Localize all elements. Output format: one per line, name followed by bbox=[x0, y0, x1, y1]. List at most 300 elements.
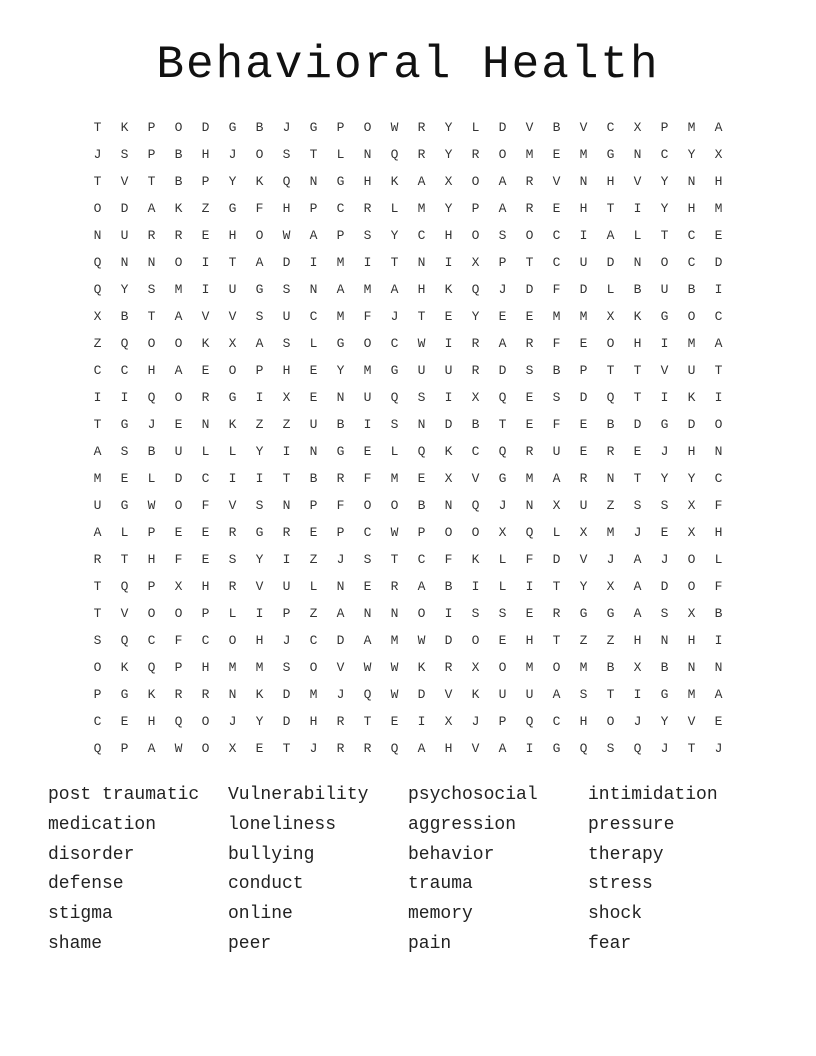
grid-letter: F bbox=[201, 498, 210, 513]
word-list-item: behavior bbox=[408, 844, 495, 865]
grid-letter: A bbox=[174, 363, 183, 378]
grid-letter: R bbox=[336, 471, 345, 486]
grid-letter: I bbox=[282, 552, 291, 567]
grid-letter: H bbox=[444, 741, 453, 756]
grid-letter: L bbox=[498, 579, 507, 594]
grid-letter: N bbox=[120, 255, 129, 270]
grid-letter: X bbox=[606, 309, 615, 324]
grid-letter: C bbox=[606, 120, 615, 135]
grid-letter: H bbox=[363, 174, 372, 189]
grid-letter: H bbox=[714, 525, 723, 540]
grid-letter: T bbox=[120, 552, 129, 567]
grid-letter: A bbox=[606, 228, 615, 243]
grid-letter: V bbox=[255, 579, 264, 594]
grid-letter: H bbox=[282, 363, 291, 378]
grid-letter: O bbox=[471, 633, 480, 648]
grid-letter: K bbox=[228, 417, 237, 432]
grid-letter: E bbox=[309, 525, 318, 540]
grid-letter: S bbox=[363, 552, 372, 567]
grid-letter: U bbox=[174, 444, 183, 459]
grid-letter: T bbox=[282, 471, 291, 486]
grid-letter: R bbox=[93, 552, 102, 567]
grid-letter: M bbox=[255, 660, 264, 675]
grid-letter: V bbox=[471, 471, 480, 486]
grid-letter: O bbox=[93, 660, 102, 675]
grid-letter: R bbox=[363, 201, 372, 216]
grid-letter: W bbox=[390, 660, 399, 675]
grid-letter: F bbox=[363, 471, 372, 486]
grid-letter: Q bbox=[120, 633, 129, 648]
grid-letter: Y bbox=[687, 147, 696, 162]
grid-letter: G bbox=[228, 201, 237, 216]
grid-letter: T bbox=[93, 120, 102, 135]
grid-letter: A bbox=[498, 174, 507, 189]
grid-letter: B bbox=[336, 417, 345, 432]
grid-letter: A bbox=[714, 336, 723, 351]
grid-letter: B bbox=[309, 471, 318, 486]
grid-letter: S bbox=[579, 687, 588, 702]
grid-letter: R bbox=[471, 336, 480, 351]
grid-letter: P bbox=[201, 174, 210, 189]
grid-letter: D bbox=[687, 417, 696, 432]
grid-letter: R bbox=[525, 201, 534, 216]
grid-letter: N bbox=[336, 579, 345, 594]
grid-letter: Q bbox=[363, 687, 372, 702]
grid-letter: O bbox=[606, 714, 615, 729]
grid-letter: S bbox=[390, 417, 399, 432]
grid-letter: S bbox=[417, 390, 426, 405]
word-list-row bbox=[48, 930, 788, 960]
grid-letter: A bbox=[336, 606, 345, 621]
grid-letter: R bbox=[201, 390, 210, 405]
grid-letter: I bbox=[444, 255, 453, 270]
grid-letter: B bbox=[255, 120, 264, 135]
grid-letter: Z bbox=[606, 633, 615, 648]
grid-letter: E bbox=[579, 336, 588, 351]
word-list-item: therapy bbox=[588, 844, 664, 865]
grid-letter: L bbox=[552, 525, 561, 540]
word-list-item: bullying bbox=[228, 844, 315, 865]
puzzle-title: Behavioral Health bbox=[156, 39, 660, 91]
grid-letter: E bbox=[417, 471, 426, 486]
grid-letter: K bbox=[444, 444, 453, 459]
grid-letter: K bbox=[417, 660, 426, 675]
grid-letter: E bbox=[444, 309, 453, 324]
grid-letter: P bbox=[660, 120, 669, 135]
grid-letter: V bbox=[201, 309, 210, 324]
grid-letter: V bbox=[228, 309, 237, 324]
grid-letter: E bbox=[525, 309, 534, 324]
grid-letter: Q bbox=[471, 282, 480, 297]
grid-letter: K bbox=[471, 552, 480, 567]
grid-letter: M bbox=[336, 309, 345, 324]
grid-letter: U bbox=[120, 228, 129, 243]
grid-letter: G bbox=[336, 444, 345, 459]
grid-letter: I bbox=[309, 255, 318, 270]
grid-letter: K bbox=[390, 174, 399, 189]
grid-letter: G bbox=[606, 147, 615, 162]
grid-letter: Y bbox=[687, 471, 696, 486]
grid-letter: M bbox=[390, 633, 399, 648]
grid-letter: E bbox=[633, 444, 642, 459]
grid-letter: O bbox=[201, 714, 210, 729]
grid-letter: M bbox=[579, 147, 588, 162]
grid-letter: E bbox=[201, 525, 210, 540]
grid-letter: M bbox=[525, 147, 534, 162]
grid-letter: F bbox=[363, 309, 372, 324]
grid-letter: D bbox=[282, 714, 291, 729]
grid-letter: E bbox=[309, 363, 318, 378]
grid-letter: C bbox=[660, 147, 669, 162]
letter-grid bbox=[84, 114, 734, 762]
grid-letter: T bbox=[498, 417, 507, 432]
grid-letter: X bbox=[228, 336, 237, 351]
grid-letter: X bbox=[714, 147, 723, 162]
grid-letter: R bbox=[336, 741, 345, 756]
grid-letter: T bbox=[525, 255, 534, 270]
grid-letter: A bbox=[498, 336, 507, 351]
grid-letter: C bbox=[336, 201, 345, 216]
grid-letter: G bbox=[255, 282, 264, 297]
grid-letter: O bbox=[525, 228, 534, 243]
grid-letter: C bbox=[93, 363, 102, 378]
grid-letter: B bbox=[552, 120, 561, 135]
grid-letter: V bbox=[228, 498, 237, 513]
grid-letter: F bbox=[714, 579, 723, 594]
grid-letter: D bbox=[282, 687, 291, 702]
grid-letter: U bbox=[93, 498, 102, 513]
grid-letter: U bbox=[309, 417, 318, 432]
grid-letter: N bbox=[363, 147, 372, 162]
grid-letter: N bbox=[687, 174, 696, 189]
grid-letter: K bbox=[255, 174, 264, 189]
grid-letter: O bbox=[309, 660, 318, 675]
grid-letter: Q bbox=[120, 579, 129, 594]
grid-letter: U bbox=[282, 579, 291, 594]
grid-letter: J bbox=[660, 741, 669, 756]
grid-letter: I bbox=[444, 606, 453, 621]
grid-letter: D bbox=[660, 579, 669, 594]
grid-letter: U bbox=[687, 363, 696, 378]
grid-letter: N bbox=[444, 498, 453, 513]
grid-letter: I bbox=[255, 606, 264, 621]
grid-letter: S bbox=[147, 282, 156, 297]
grid-letter: Q bbox=[471, 498, 480, 513]
grid-letter: Y bbox=[660, 714, 669, 729]
grid-letter: L bbox=[201, 444, 210, 459]
grid-letter: Y bbox=[579, 579, 588, 594]
grid-letter: R bbox=[228, 579, 237, 594]
grid-letter: Y bbox=[660, 201, 669, 216]
grid-letter: C bbox=[201, 471, 210, 486]
grid-letter: E bbox=[120, 471, 129, 486]
grid-letter: Y bbox=[255, 552, 264, 567]
grid-letter: J bbox=[498, 282, 507, 297]
grid-letter: C bbox=[390, 336, 399, 351]
grid-letter: U bbox=[228, 282, 237, 297]
grid-letter: T bbox=[714, 363, 723, 378]
grid-letter: D bbox=[552, 552, 561, 567]
grid-letter: D bbox=[282, 255, 291, 270]
grid-letter: E bbox=[390, 714, 399, 729]
grid-letter: Z bbox=[309, 552, 318, 567]
grid-letter: T bbox=[93, 174, 102, 189]
grid-letter: O bbox=[174, 606, 183, 621]
grid-letter: S bbox=[282, 282, 291, 297]
grid-letter: L bbox=[390, 201, 399, 216]
grid-letter: X bbox=[633, 660, 642, 675]
grid-letter: R bbox=[525, 174, 534, 189]
grid-letter: L bbox=[120, 525, 129, 540]
grid-letter: X bbox=[471, 390, 480, 405]
grid-letter: B bbox=[606, 417, 615, 432]
grid-letter: A bbox=[363, 633, 372, 648]
grid-row bbox=[84, 222, 734, 249]
grid-letter: E bbox=[309, 390, 318, 405]
word-list-item: psychosocial bbox=[408, 785, 538, 805]
grid-letter: S bbox=[471, 606, 480, 621]
grid-letter: V bbox=[687, 714, 696, 729]
grid-letter: P bbox=[309, 201, 318, 216]
grid-letter: D bbox=[444, 633, 453, 648]
grid-letter: L bbox=[228, 606, 237, 621]
grid-letter: D bbox=[201, 120, 210, 135]
grid-letter: T bbox=[417, 309, 426, 324]
grid-letter: Q bbox=[498, 444, 507, 459]
grid-letter: O bbox=[363, 336, 372, 351]
grid-letter: B bbox=[633, 282, 642, 297]
grid-letter: D bbox=[120, 201, 129, 216]
grid-letter: S bbox=[363, 228, 372, 243]
grid-letter: P bbox=[336, 120, 345, 135]
grid-letter: H bbox=[201, 579, 210, 594]
grid-letter: H bbox=[633, 336, 642, 351]
grid-letter: O bbox=[714, 417, 723, 432]
grid-letter: R bbox=[147, 228, 156, 243]
grid-letter: F bbox=[552, 282, 561, 297]
grid-letter: N bbox=[309, 174, 318, 189]
grid-row bbox=[84, 708, 734, 735]
grid-letter: I bbox=[228, 471, 237, 486]
grid-letter: W bbox=[174, 741, 183, 756]
word-list-item: medication bbox=[48, 814, 157, 835]
grid-letter: N bbox=[282, 498, 291, 513]
grid-letter: T bbox=[606, 201, 615, 216]
grid-letter: R bbox=[417, 147, 426, 162]
grid-letter: B bbox=[417, 498, 426, 513]
grid-letter: G bbox=[606, 606, 615, 621]
grid-letter: E bbox=[174, 525, 183, 540]
grid-letter: Q bbox=[633, 741, 642, 756]
grid-row bbox=[84, 573, 734, 600]
grid-letter: C bbox=[201, 633, 210, 648]
grid-letter: N bbox=[417, 417, 426, 432]
grid-letter: J bbox=[147, 417, 156, 432]
grid-letter: Q bbox=[93, 255, 102, 270]
grid-letter: O bbox=[687, 309, 696, 324]
grid-letter: W bbox=[390, 687, 399, 702]
grid-letter: J bbox=[282, 633, 291, 648]
grid-row bbox=[84, 384, 734, 411]
grid-letter: R bbox=[336, 714, 345, 729]
grid-letter: P bbox=[471, 201, 480, 216]
grid-letter: H bbox=[201, 660, 210, 675]
grid-letter: R bbox=[579, 471, 588, 486]
grid-letter: D bbox=[714, 255, 723, 270]
grid-letter: W bbox=[147, 498, 156, 513]
grid-letter: A bbox=[93, 444, 102, 459]
grid-letter: N bbox=[633, 147, 642, 162]
grid-letter: G bbox=[660, 417, 669, 432]
grid-row bbox=[84, 330, 734, 357]
grid-letter: N bbox=[336, 390, 345, 405]
grid-letter: T bbox=[93, 417, 102, 432]
word-list-row bbox=[48, 900, 788, 930]
grid-letter: W bbox=[417, 336, 426, 351]
grid-letter: X bbox=[606, 579, 615, 594]
grid-letter: S bbox=[120, 444, 129, 459]
grid-row bbox=[84, 303, 734, 330]
grid-letter: X bbox=[228, 741, 237, 756]
grid-letter: G bbox=[660, 309, 669, 324]
grid-letter: M bbox=[174, 282, 183, 297]
grid-letter: E bbox=[525, 417, 534, 432]
grid-letter: E bbox=[363, 444, 372, 459]
grid-letter: I bbox=[201, 282, 210, 297]
grid-letter: O bbox=[174, 336, 183, 351]
grid-letter: H bbox=[201, 147, 210, 162]
grid-letter: U bbox=[498, 687, 507, 702]
grid-letter: X bbox=[471, 255, 480, 270]
grid-letter: N bbox=[714, 660, 723, 675]
grid-letter: A bbox=[552, 687, 561, 702]
grid-letter: S bbox=[660, 606, 669, 621]
grid-letter: A bbox=[417, 174, 426, 189]
grid-letter: U bbox=[660, 282, 669, 297]
grid-letter: N bbox=[309, 444, 318, 459]
grid-letter: G bbox=[120, 417, 129, 432]
grid-letter: Q bbox=[390, 741, 399, 756]
grid-letter: M bbox=[687, 120, 696, 135]
grid-letter: A bbox=[147, 201, 156, 216]
grid-letter: S bbox=[498, 228, 507, 243]
grid-letter: Z bbox=[579, 633, 588, 648]
grid-letter: H bbox=[687, 633, 696, 648]
grid-letter: O bbox=[201, 741, 210, 756]
grid-letter: P bbox=[309, 498, 318, 513]
grid-letter: D bbox=[444, 417, 453, 432]
grid-letter: L bbox=[498, 552, 507, 567]
grid-letter: W bbox=[390, 120, 399, 135]
grid-letter: V bbox=[552, 174, 561, 189]
grid-letter: P bbox=[120, 741, 129, 756]
grid-letter: B bbox=[660, 660, 669, 675]
grid-letter: X bbox=[471, 660, 480, 675]
grid-letter: U bbox=[552, 444, 561, 459]
grid-letter: P bbox=[147, 579, 156, 594]
grid-letter: S bbox=[552, 390, 561, 405]
grid-letter: D bbox=[579, 282, 588, 297]
grid-letter: A bbox=[633, 606, 642, 621]
grid-letter: K bbox=[174, 201, 183, 216]
grid-letter: E bbox=[201, 228, 210, 243]
grid-letter: X bbox=[687, 525, 696, 540]
grid-letter: S bbox=[498, 606, 507, 621]
word-list-row bbox=[48, 781, 788, 811]
grid-letter: Y bbox=[444, 147, 453, 162]
grid-letter: A bbox=[255, 255, 264, 270]
grid-letter: P bbox=[174, 660, 183, 675]
grid-letter: Q bbox=[282, 174, 291, 189]
grid-letter: P bbox=[498, 714, 507, 729]
grid-letter: Q bbox=[120, 336, 129, 351]
grid-letter: E bbox=[498, 633, 507, 648]
grid-row bbox=[84, 276, 734, 303]
word-list-item: conduct bbox=[228, 874, 304, 895]
grid-letter: F bbox=[552, 417, 561, 432]
grid-letter: R bbox=[363, 741, 372, 756]
grid-letter: B bbox=[444, 579, 453, 594]
grid-row bbox=[84, 492, 734, 519]
grid-letter: H bbox=[255, 633, 264, 648]
word-list-item: trauma bbox=[408, 874, 473, 895]
grid-letter: E bbox=[552, 201, 561, 216]
grid-letter: B bbox=[552, 363, 561, 378]
grid-letter: M bbox=[363, 363, 372, 378]
grid-letter: J bbox=[471, 714, 480, 729]
grid-letter: H bbox=[309, 714, 318, 729]
grid-letter: M bbox=[309, 687, 318, 702]
grid-letter: G bbox=[579, 606, 588, 621]
grid-letter: M bbox=[579, 309, 588, 324]
grid-letter: H bbox=[417, 282, 426, 297]
grid-letter: C bbox=[417, 228, 426, 243]
grid-letter: N bbox=[660, 633, 669, 648]
grid-letter: J bbox=[282, 120, 291, 135]
grid-letter: T bbox=[390, 255, 399, 270]
grid-letter: K bbox=[471, 687, 480, 702]
grid-letter: S bbox=[228, 552, 237, 567]
grid-letter: Y bbox=[120, 282, 129, 297]
grid-letter: G bbox=[120, 498, 129, 513]
grid-letter: P bbox=[417, 525, 426, 540]
grid-letter: J bbox=[606, 552, 615, 567]
grid-letter: B bbox=[174, 147, 183, 162]
grid-letter: B bbox=[174, 174, 183, 189]
grid-letter: O bbox=[174, 120, 183, 135]
grid-letter: C bbox=[417, 552, 426, 567]
grid-letter: H bbox=[579, 201, 588, 216]
grid-letter: C bbox=[552, 228, 561, 243]
grid-letter: R bbox=[525, 444, 534, 459]
grid-letter: Y bbox=[390, 228, 399, 243]
grid-letter: G bbox=[120, 687, 129, 702]
grid-letter: V bbox=[660, 363, 669, 378]
grid-letter: V bbox=[444, 687, 453, 702]
word-list-item: aggression bbox=[408, 814, 517, 835]
grid-letter: L bbox=[309, 336, 318, 351]
grid-letter: O bbox=[444, 525, 453, 540]
word-list-item: disorder bbox=[48, 844, 135, 865]
grid-letter: B bbox=[147, 444, 156, 459]
grid-row bbox=[84, 141, 734, 168]
word-list-item: defense bbox=[48, 874, 124, 895]
grid-letter: Y bbox=[471, 309, 480, 324]
grid-letter: B bbox=[120, 309, 129, 324]
grid-letter: T bbox=[606, 687, 615, 702]
grid-letter: Q bbox=[579, 741, 588, 756]
grid-letter: N bbox=[417, 255, 426, 270]
